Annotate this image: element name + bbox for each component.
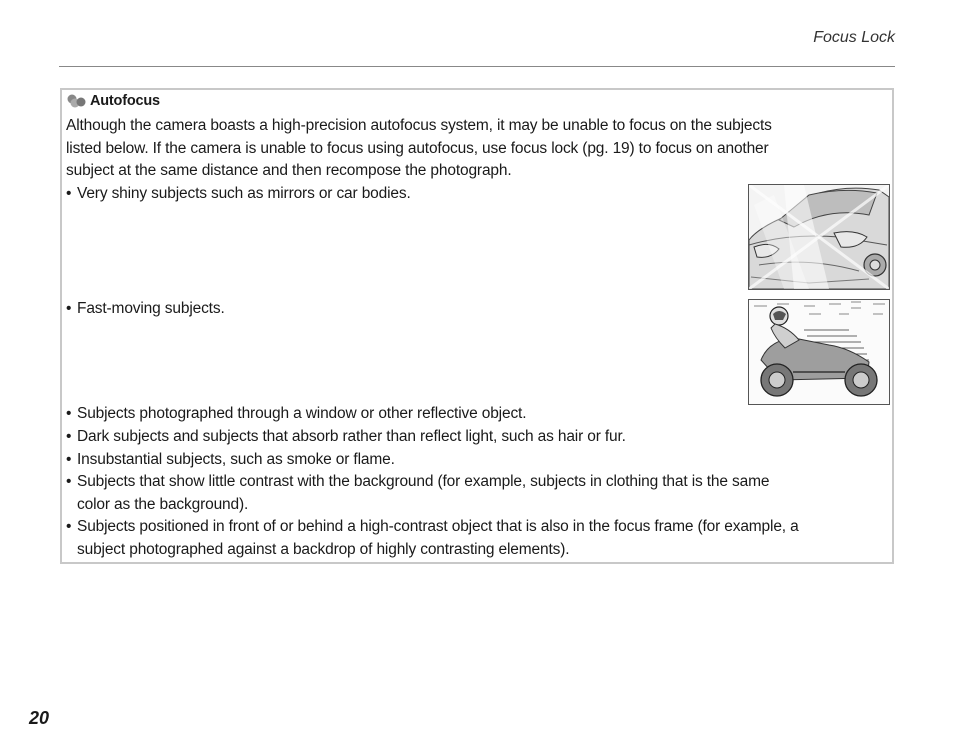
section-header: Focus Lock xyxy=(813,29,895,46)
intro-line: listed below. If the camera is unable to focus using autofocus, use focus lock (pg. 19) to focus on another xyxy=(66,139,769,157)
bullet-item xyxy=(66,516,799,561)
bullet-dot: • xyxy=(66,428,72,445)
car-illustration xyxy=(748,184,890,290)
note-icon xyxy=(66,93,88,109)
intro-line: subject at the same distance and then recompose the photograph. xyxy=(66,162,512,179)
bullet-dot: • xyxy=(66,451,72,468)
bullet-text: subject photographed against a backdrop of highly contrasting elements). xyxy=(77,540,570,558)
bullet-item xyxy=(66,298,225,321)
bullet-item xyxy=(66,449,395,472)
bullet-text: Subjects that show little contrast with the background (for example, subjects in clothing that is the same xyxy=(77,473,770,490)
bullet-text: Fast-moving subjects. xyxy=(77,300,225,317)
header-rule xyxy=(59,66,895,67)
bullet-item xyxy=(66,183,411,206)
bullet-item xyxy=(66,426,626,449)
page-number: 20 xyxy=(29,708,50,728)
bullet-dot: • xyxy=(66,518,72,535)
intro-line: Although the camera boasts a high-precision autofocus system, it may be unable to focus on the subjects xyxy=(66,117,772,134)
autofocus-note xyxy=(60,88,894,564)
bullet-text: Subjects photographed through a window or other reflective object. xyxy=(77,405,527,422)
bullet-dot: • xyxy=(66,185,72,202)
note-heading xyxy=(66,93,160,109)
bullet-item xyxy=(66,471,769,516)
bullet-text: Dark subjects and subjects that absorb rather than reflect light, such as hair or fur. xyxy=(77,428,626,445)
car-illustration-icon xyxy=(749,185,889,289)
bullet-dot: • xyxy=(66,473,72,490)
note-title: Autofocus xyxy=(90,93,160,109)
bullet-text: Very shiny subjects such as mirrors or car bodies. xyxy=(77,185,411,202)
bullet-text: color as the background). xyxy=(77,495,249,513)
bullet-text: Subjects positioned in front of or behind a high-contrast object that is also in the focus frame (for example, a xyxy=(77,518,799,535)
bullet-text: Insubstantial subjects, such as smoke or flame. xyxy=(77,451,395,468)
bullet-dot: • xyxy=(66,300,72,317)
motorcycle-illustration xyxy=(748,299,890,405)
intro-paragraph xyxy=(66,115,772,183)
motorcycle-illustration-icon xyxy=(749,300,889,404)
bullet-item xyxy=(66,403,526,426)
bullet-dot: • xyxy=(66,405,72,422)
